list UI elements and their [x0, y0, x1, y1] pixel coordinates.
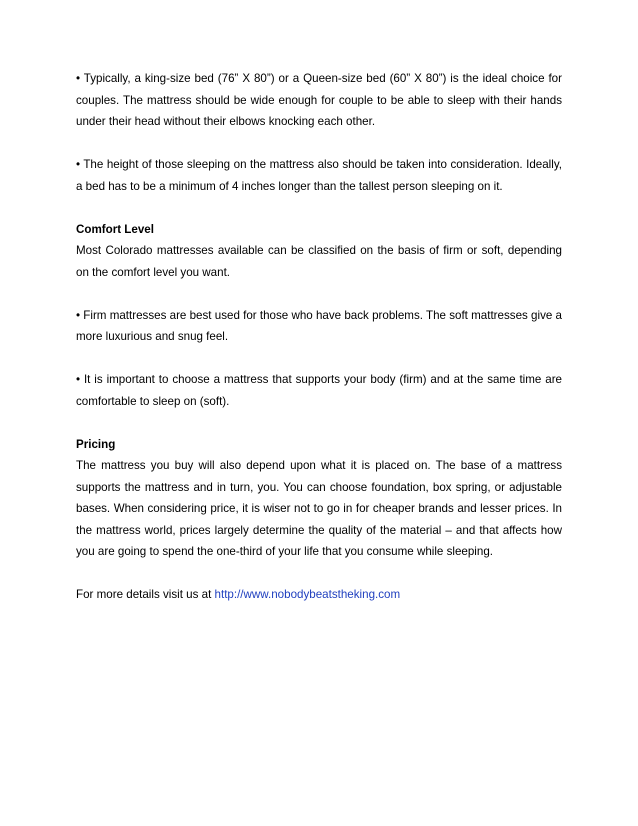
bullet-bed-height: • The height of those sleeping on the mattress also should be taken into consideration. Ideally, a bed has to be a minimum of 4 inches longer than the tallest person sleeping on it.	[76, 158, 562, 193]
document-page	[76, 68, 562, 627]
pricing-heading: Pricing	[76, 437, 116, 451]
bullet-bed-size: • Typically, a king-size bed (76” X 80”) or a Queen-size bed (60” X 80”) is the ideal choice for couples. The mattress should be wide enough for couple to be able to sleep with their hands under their head without their elbows knocking each other.	[76, 72, 562, 128]
comfort-level-text: Most Colorado mattresses available can be classified on the basis of firm or soft, depending on the comfort level you want.	[76, 244, 562, 279]
footer-prefix: For more details visit us at	[76, 588, 215, 601]
website-link[interactable]: http://www.nobodybeatstheking.com	[214, 588, 401, 601]
bullet-support: • It is important to choose a mattress that supports your body (firm) and at the same time are comfortable to sleep on (soft).	[76, 373, 562, 408]
bullet-firm-mattresses: • Firm mattresses are best used for those who have back problems. The soft mattresses give a more luxurious and snug feel.	[76, 308, 562, 343]
comfort-level-section	[76, 219, 562, 284]
comfort-level-heading: Comfort Level	[76, 222, 154, 236]
pricing-section	[76, 434, 562, 563]
footer-line	[76, 584, 562, 606]
pricing-text: The mattress you buy will also depend upon what it is placed on. The base of a mattress supports the mattress and in turn, you. You can choose foundation, box spring, or adjustable bases. When considering price, it is wiser not to go in for cheaper brands and lesser prices. In the mattress world, prices largely determine the quality of the material – and that affects how you are going to spend the one-third of your life that you consume while sleeping.	[76, 459, 562, 558]
